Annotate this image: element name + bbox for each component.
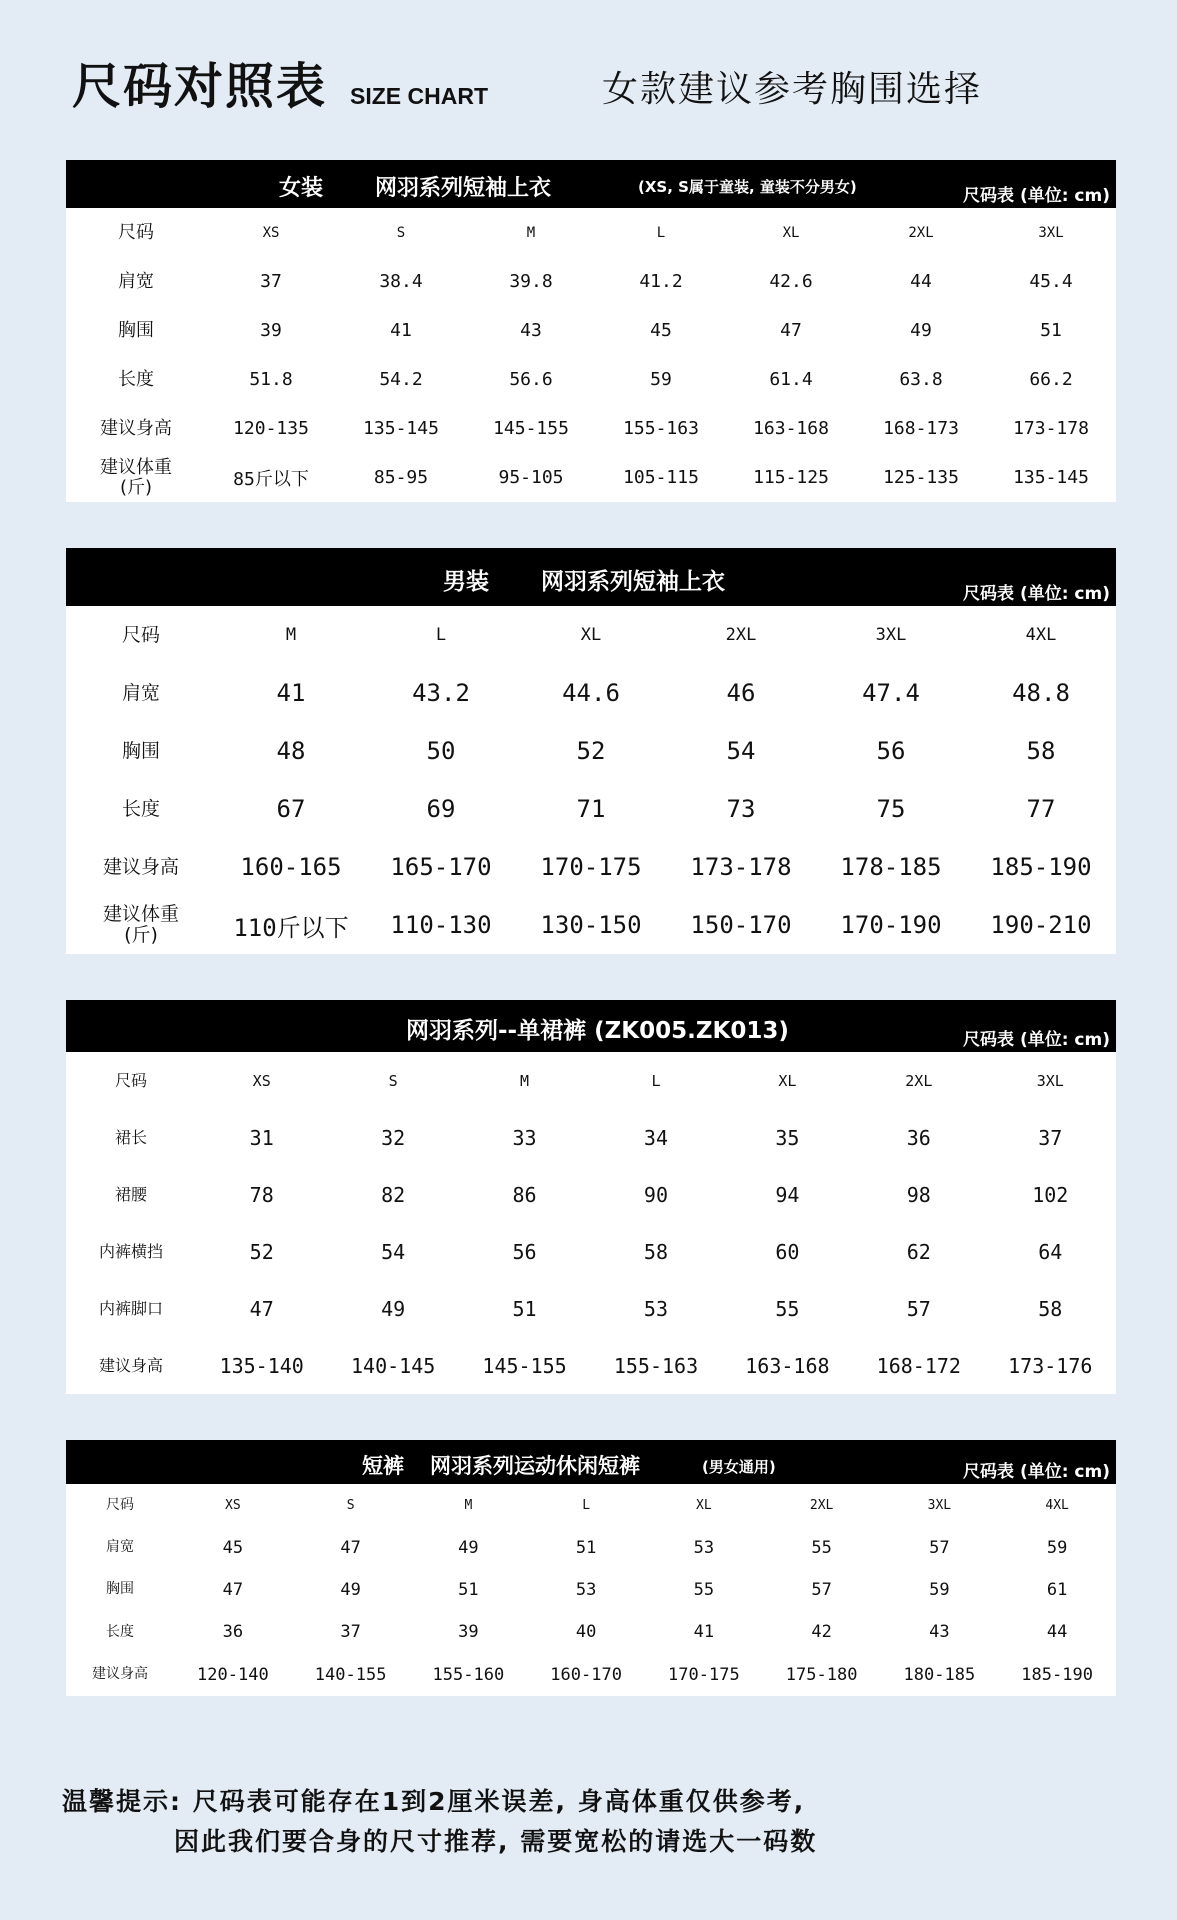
table-cell: 32 — [381, 1125, 406, 1150]
row-label: 长度 — [106, 1623, 134, 1640]
table-cell: 43.2 — [412, 679, 470, 707]
table-cell: 51 — [458, 1579, 479, 1600]
table-cell: 39 — [458, 1622, 479, 1643]
table-cell: 145-155 — [493, 418, 569, 439]
page-title-en: SIZE CHART — [350, 83, 488, 109]
table-cell: 120-135 — [233, 418, 309, 439]
table-cell: 39.8 — [509, 271, 553, 292]
size-table-body — [66, 1484, 1116, 1696]
table-cell: 54.2 — [379, 369, 423, 390]
table-cell: 43 — [520, 320, 542, 341]
table-row — [66, 838, 1116, 896]
table-cell: 58 — [1026, 737, 1056, 765]
row-label: 长度 — [121, 797, 160, 820]
size-table-body — [66, 1052, 1116, 1394]
table-cell: 51.8 — [249, 369, 293, 390]
table-cell: 51 — [1040, 320, 1062, 341]
table-cell: 94 — [775, 1182, 800, 1207]
table-product-name: 网羽系列--单裙裤 (ZK005.ZK013) — [406, 1018, 789, 1044]
table-header-bar — [66, 160, 1116, 208]
table-cell: 3XL — [875, 625, 907, 645]
row-label: 内裤脚口 — [98, 1298, 163, 1318]
table-cell: 48.8 — [1012, 679, 1070, 707]
row-label: 胸围 — [121, 739, 160, 762]
table-cell: 44 — [1046, 1622, 1068, 1643]
row-label: 肩宽 — [118, 270, 154, 292]
table-cell: 173-178 — [1013, 418, 1089, 439]
table-cell: 130-150 — [540, 911, 642, 939]
table-cell: XL — [778, 1071, 797, 1090]
table-cell: 38.4 — [379, 271, 423, 292]
table-cell: 168-173 — [883, 418, 959, 439]
table-cell: M — [520, 1071, 530, 1090]
table-cell: M — [285, 625, 297, 645]
table-cell: 160-165 — [240, 853, 342, 881]
row-label: 尺码 — [106, 1496, 134, 1513]
table-cell: 40 — [575, 1622, 597, 1643]
table-cell: XS — [262, 224, 280, 241]
table-cell: 2XL — [725, 625, 757, 645]
table-cell: XS — [252, 1071, 271, 1090]
row-label: 建议身高 — [102, 855, 179, 878]
table-cell: 55 — [811, 1537, 832, 1558]
footer-note-line-1: 温馨提示: 尺码表可能存在1到2厘米误差, 身高体重仅供参考, — [62, 1787, 806, 1816]
footer-note-line-2: 因此我们要合身的尺寸推荐, 需要宽松的请选大一码数 — [174, 1827, 818, 1856]
table-cell: 63.8 — [899, 369, 943, 390]
table-row — [66, 208, 1116, 257]
row-label: 建议体重 (斤) — [100, 456, 172, 498]
table-cell: 57 — [929, 1537, 950, 1558]
row-label: 尺码 — [118, 221, 154, 243]
table-cell: 37 — [340, 1622, 361, 1643]
table-cell: 61 — [1046, 1579, 1068, 1600]
table-cell: 90 — [643, 1182, 669, 1207]
table-cell: 49 — [458, 1537, 479, 1558]
table-row — [66, 1654, 1116, 1696]
size-table-body — [66, 606, 1116, 954]
table-cell: 190-210 — [990, 911, 1092, 939]
table-cell: M — [526, 224, 536, 241]
table-cell: 140-155 — [314, 1664, 387, 1685]
table-cell: 49 — [910, 320, 932, 341]
table-cell: 47.4 — [862, 679, 920, 707]
table-cell: 53 — [693, 1537, 715, 1558]
table-cell: 165-170 — [390, 853, 492, 881]
table-cell: 180-185 — [903, 1664, 976, 1685]
table-row — [66, 722, 1116, 780]
table-row — [66, 1484, 1116, 1526]
table-cell: 4XL — [1045, 1497, 1069, 1513]
table-cell: 35 — [775, 1125, 800, 1150]
page-subtitle: 女款建议参考胸围选择 — [602, 69, 983, 110]
table-cell: 57 — [906, 1296, 931, 1321]
table-cell: 31 — [249, 1125, 274, 1150]
table-cell: 54 — [726, 737, 756, 765]
table-cell: 59 — [650, 369, 672, 390]
table-cell: L — [656, 224, 666, 241]
table-header-bar — [66, 1000, 1116, 1052]
table-header-bar — [66, 1440, 1116, 1484]
table-cell: 52 — [576, 737, 606, 765]
table-cell: 86 — [512, 1182, 537, 1207]
row-label: 裙腰 — [114, 1184, 147, 1204]
table-cell: 178-185 — [840, 853, 942, 881]
table-cell: 37 — [1038, 1125, 1063, 1150]
table-cell: 71 — [576, 795, 606, 823]
table-cell: 3XL — [927, 1497, 952, 1513]
row-label: 胸围 — [106, 1581, 134, 1598]
table-row — [66, 1166, 1116, 1223]
table-cell: 170-175 — [668, 1664, 740, 1685]
table-cell: 163-168 — [753, 418, 829, 439]
table-cell: 185-190 — [990, 853, 1092, 881]
table-cell: 155-163 — [613, 1353, 699, 1378]
row-label: 长度 — [118, 368, 154, 390]
table-cell: S — [396, 224, 406, 241]
table-cell: 48 — [276, 737, 306, 765]
table-cell: 45 — [222, 1537, 244, 1558]
table-cell: 41 — [276, 679, 306, 707]
table-cell: 95-105 — [498, 467, 564, 488]
table-row — [66, 896, 1116, 954]
table-cell: XS — [225, 1497, 241, 1513]
table-cell: 44 — [910, 271, 932, 292]
table-unit: 尺码表 (单位: cm) — [963, 1030, 1110, 1050]
table-cell: 46 — [726, 679, 756, 707]
table-header-bar — [66, 548, 1116, 606]
table-row — [66, 1223, 1116, 1280]
table-cell: 49 — [381, 1296, 406, 1321]
table-cell: 98 — [906, 1182, 931, 1207]
table-cell: 66.2 — [1029, 369, 1073, 390]
table-cell: 59 — [929, 1579, 950, 1600]
table-row — [66, 1526, 1116, 1568]
row-label: 肩宽 — [121, 681, 160, 704]
table-row — [66, 306, 1116, 355]
table-unit: 尺码表 (单位: cm) — [963, 186, 1110, 206]
table-cell: 39 — [260, 320, 282, 341]
size-table-skort — [66, 1000, 1116, 1394]
table-cell: 160-170 — [550, 1664, 622, 1685]
table-row — [66, 664, 1116, 722]
table-cell: XL — [782, 224, 800, 241]
table-cell: 135-145 — [1013, 467, 1089, 488]
table-cell: 58 — [1038, 1296, 1063, 1321]
table-cell: 47 — [222, 1579, 244, 1600]
table-cell: 60 — [775, 1239, 800, 1264]
table-cell: 77 — [1026, 795, 1056, 823]
table-cell: 82 — [381, 1182, 406, 1207]
table-product-name: 网羽系列运动休闲短裤 — [430, 1454, 640, 1478]
table-cell: 170-175 — [540, 853, 642, 881]
table-cell: 47 — [249, 1296, 274, 1321]
table-cell: 56 — [512, 1239, 537, 1264]
table-cell: L — [582, 1497, 591, 1513]
table-cell: 41 — [693, 1622, 715, 1643]
table-cell: 120-140 — [197, 1664, 269, 1685]
page-title: 尺码对照表 — [72, 58, 328, 115]
table-cell: 67 — [276, 795, 306, 823]
table-cell: 85-95 — [373, 467, 429, 488]
table-cell: 56.6 — [509, 369, 553, 390]
table-category: 短裤 — [362, 1454, 404, 1478]
table-unit: 尺码表 (单位: cm) — [963, 1462, 1110, 1482]
table-cell: 105-115 — [623, 467, 699, 488]
table-cell: 135-140 — [219, 1353, 304, 1378]
table-row — [66, 606, 1116, 664]
table-row — [66, 1337, 1116, 1394]
table-cell: S — [346, 1497, 355, 1513]
table-cell: 3XL — [1036, 1071, 1064, 1090]
table-cell: 34 — [643, 1125, 669, 1150]
table-cell: 33 — [512, 1125, 537, 1150]
table-row — [66, 1109, 1116, 1166]
table-cell: 64 — [1038, 1239, 1063, 1264]
table-cell: 173-178 — [690, 853, 792, 881]
table-cell: XL — [580, 625, 602, 645]
table-cell: 115-125 — [753, 467, 829, 488]
table-row — [66, 780, 1116, 838]
table-cell: 110-130 — [390, 911, 492, 939]
table-cell: 155-160 — [432, 1664, 505, 1685]
table-cell: 45.4 — [1029, 271, 1073, 292]
table-category: 男装 — [443, 569, 489, 595]
table-cell: 43 — [929, 1622, 950, 1643]
table-cell: L — [435, 625, 447, 645]
table-cell: 37 — [260, 271, 282, 292]
table-cell: 135-145 — [363, 418, 439, 439]
size-table-shorts — [66, 1440, 1116, 1696]
table-cell: 52 — [249, 1239, 274, 1264]
table-note: (XS, S属于童装, 童装不分男女) — [638, 178, 857, 196]
table-cell: 168-172 — [876, 1353, 961, 1378]
table-cell: 73 — [726, 795, 756, 823]
table-cell: 58 — [643, 1239, 669, 1264]
row-label: 建议身高 — [98, 1355, 163, 1375]
table-cell: 140-145 — [350, 1353, 436, 1378]
table-cell: 41 — [390, 320, 412, 341]
table-cell: 173-176 — [1008, 1353, 1093, 1378]
table-cell: 59 — [1046, 1537, 1068, 1558]
row-label: 肩宽 — [106, 1538, 134, 1555]
table-cell: 55 — [775, 1296, 800, 1321]
table-cell: 49 — [340, 1579, 361, 1600]
table-cell: 170-190 — [840, 911, 942, 939]
row-label: 内裤横挡 — [98, 1241, 163, 1261]
footer-note — [62, 1782, 1152, 1862]
table-cell: M — [464, 1497, 473, 1513]
table-cell: 55 — [693, 1579, 715, 1600]
row-label: 尺码 — [114, 1070, 147, 1090]
table-cell: 36 — [222, 1622, 244, 1643]
table-cell: 85斤以下 — [233, 468, 309, 490]
table-product-name: 网羽系列短袖上衣 — [541, 569, 725, 595]
table-cell: 57 — [811, 1579, 832, 1600]
table-cell: 145-155 — [482, 1353, 567, 1378]
table-cell: XL — [696, 1497, 712, 1513]
table-cell: 2XL — [905, 1071, 933, 1090]
table-cell: 53 — [643, 1296, 669, 1321]
table-row — [66, 355, 1116, 404]
row-label: 胸围 — [118, 319, 154, 341]
table-cell: 51 — [512, 1296, 537, 1321]
table-unit: 尺码表 (单位: cm) — [963, 584, 1110, 604]
table-cell: 50 — [426, 737, 456, 765]
table-row — [66, 1052, 1116, 1109]
table-cell: 185-190 — [1021, 1664, 1093, 1685]
table-cell: 2XL — [908, 224, 934, 241]
table-cell: 44.6 — [562, 679, 620, 707]
table-cell: 155-163 — [623, 418, 699, 439]
table-cell: 4XL — [1025, 625, 1057, 645]
table-cell: 47 — [340, 1537, 361, 1558]
table-row — [66, 257, 1116, 306]
table-row — [66, 404, 1116, 453]
table-cell: 69 — [426, 795, 456, 823]
table-cell: 150-170 — [690, 911, 792, 939]
table-cell: 110斤以下 — [233, 913, 349, 942]
table-note: (男女通用) — [702, 1458, 776, 1476]
table-cell: 62 — [906, 1239, 931, 1264]
table-cell: 3XL — [1038, 224, 1064, 241]
table-cell: 175-180 — [785, 1664, 858, 1685]
table-product-name: 网羽系列短袖上衣 — [375, 176, 552, 201]
table-row — [66, 1280, 1116, 1337]
table-cell: 51 — [575, 1537, 597, 1558]
table-cell: 2XL — [809, 1497, 834, 1513]
table-cell: 53 — [575, 1579, 597, 1600]
table-cell: 125-135 — [883, 467, 959, 488]
page-header — [72, 52, 1132, 122]
table-cell: L — [651, 1071, 661, 1090]
row-label: 建议体重 (斤) — [102, 903, 179, 946]
table-cell: 78 — [249, 1182, 274, 1207]
size-table-womens-top — [66, 160, 1116, 502]
table-row — [66, 1611, 1116, 1653]
table-cell: 45 — [650, 320, 672, 341]
table-cell: 47 — [780, 320, 802, 341]
table-cell: 36 — [906, 1125, 931, 1150]
size-table-mens-top — [66, 548, 1116, 954]
table-cell: 75 — [876, 795, 906, 823]
size-table-body — [66, 208, 1116, 502]
table-cell: 42 — [811, 1622, 832, 1643]
table-row — [66, 453, 1116, 502]
table-category: 女装 — [279, 176, 324, 201]
table-cell: S — [388, 1071, 398, 1090]
table-cell: 61.4 — [769, 369, 813, 390]
table-cell: 42.6 — [769, 271, 813, 292]
table-cell: 41.2 — [639, 271, 683, 292]
row-label: 建议身高 — [100, 417, 172, 439]
row-label: 裙长 — [114, 1127, 147, 1147]
table-cell: 102 — [1032, 1182, 1069, 1207]
table-cell: 56 — [876, 737, 906, 765]
table-cell: 54 — [381, 1239, 406, 1264]
table-cell: 163-168 — [745, 1353, 830, 1378]
table-row — [66, 1569, 1116, 1611]
row-label: 建议身高 — [92, 1666, 148, 1683]
row-label: 尺码 — [121, 623, 160, 646]
